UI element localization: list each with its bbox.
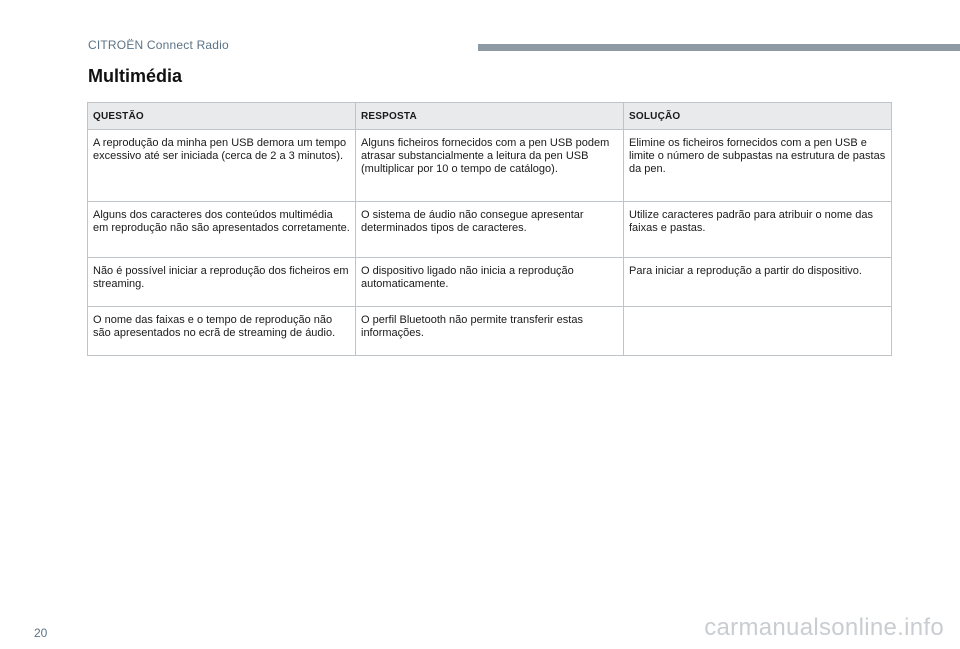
watermark: carmanualsonline.info xyxy=(704,614,944,641)
page-number: 20 xyxy=(34,626,48,640)
page-title: Multimédia xyxy=(88,66,183,86)
column-header-answer: RESPOSTA xyxy=(356,103,624,130)
column-header-solution: SOLUÇÃO xyxy=(624,103,892,130)
answer-cell: O dispositivo ligado não inicia a reprodução automaticamente. xyxy=(356,258,624,307)
solution-cell xyxy=(624,307,892,356)
answer-cell: O sistema de áudio não consegue apresentar determinados tipos de caracteres. xyxy=(356,202,624,258)
faq-table xyxy=(87,102,892,356)
question-cell: Não é possível iniciar a reprodução dos ficheiros em streaming. xyxy=(88,258,356,307)
table-header-row xyxy=(88,103,892,130)
brand-header: CITROËN Connect Radio xyxy=(88,38,229,52)
header-divider-bar xyxy=(478,44,960,51)
answer-cell: Alguns ficheiros fornecidos com a pen USB podem atrasar substancialmente a leitura da pen USB (multiplicar por 10 o tempo de catálogo). xyxy=(356,130,624,202)
question-cell: A reprodução da minha pen USB demora um tempo excessivo até ser iniciada (cerca de 2 a 3 minutos). xyxy=(88,130,356,202)
table-row xyxy=(88,202,892,258)
solution-cell: Utilize caracteres padrão para atribuir o nome das faixas e pastas. xyxy=(624,202,892,258)
column-header-question: QUESTÃO xyxy=(88,103,356,130)
solution-cell: Para iniciar a reprodução a partir do dispositivo. xyxy=(624,258,892,307)
solution-cell: Elimine os ficheiros fornecidos com a pen USB e limite o número de subpastas na estrutura de pastas da pen. xyxy=(624,130,892,202)
answer-cell: O perfil Bluetooth não permite transferir estas informações. xyxy=(356,307,624,356)
table-row xyxy=(88,307,892,356)
table-row xyxy=(88,130,892,202)
question-cell: O nome das faixas e o tempo de reprodução não são apresentados no ecrã de streaming de áudio. xyxy=(88,307,356,356)
question-cell: Alguns dos caracteres dos conteúdos multimédia em reprodução não são apresentados corretamente. xyxy=(88,202,356,258)
table-row xyxy=(88,258,892,307)
